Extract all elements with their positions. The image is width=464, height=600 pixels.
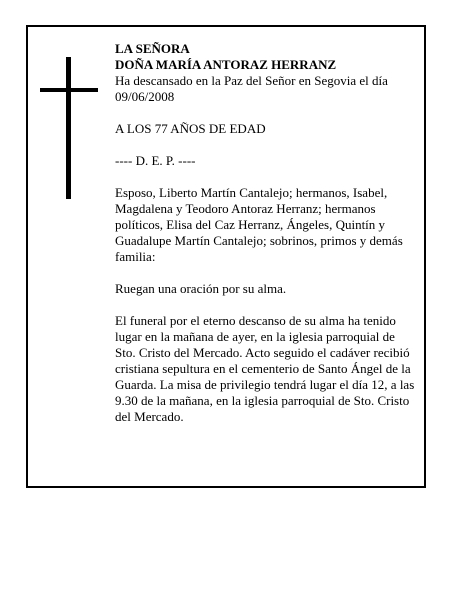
cross-horizontal-bar xyxy=(40,88,98,92)
title-line-1: LA SEÑORA xyxy=(115,41,190,56)
obituary-text xyxy=(115,41,415,425)
rip-line: ---- D. E. P. ---- xyxy=(115,153,196,168)
funeral-paragraph: El funeral por el eterno descanso de su alma ha tenido lugar en la mañana de ayer, en la iglesia parroquial de Sto. Cristo del Mercado. Acto seguido el cadáver recibió cristiana sepultura en el cementerio de Santo Ángel de la Guarda. La misa de privilegio tendrá lugar el día 12, a las 9.30 de la mañana, en la iglesia parroquial de Sto. Cristo del Mercado. xyxy=(115,313,415,424)
age-statement: A LOS 77 AÑOS DE EDAD xyxy=(115,121,266,136)
deceased-name: DOÑA MARÍA ANTORAZ HERRANZ xyxy=(115,57,337,72)
latin-cross-icon xyxy=(40,57,100,199)
family-paragraph: Esposo, Liberto Martín Cantalejo; hermanos, Isabel, Magdalena y Teodoro Antoraz Herranz; hermanos políticos, Elisa del Caz Herranz, Ángeles, Quintín y Guadalupe Martín Cantalejo; sobrinos, primos y demás familia: xyxy=(115,185,403,264)
death-statement: Ha descansado en la Paz del Señor en Segovia el día 09/06/2008 xyxy=(115,73,388,104)
cross-vertical-bar xyxy=(66,57,71,199)
obituary-frame xyxy=(26,25,426,488)
prayer-request: Ruegan una oración por su alma. xyxy=(115,281,287,296)
